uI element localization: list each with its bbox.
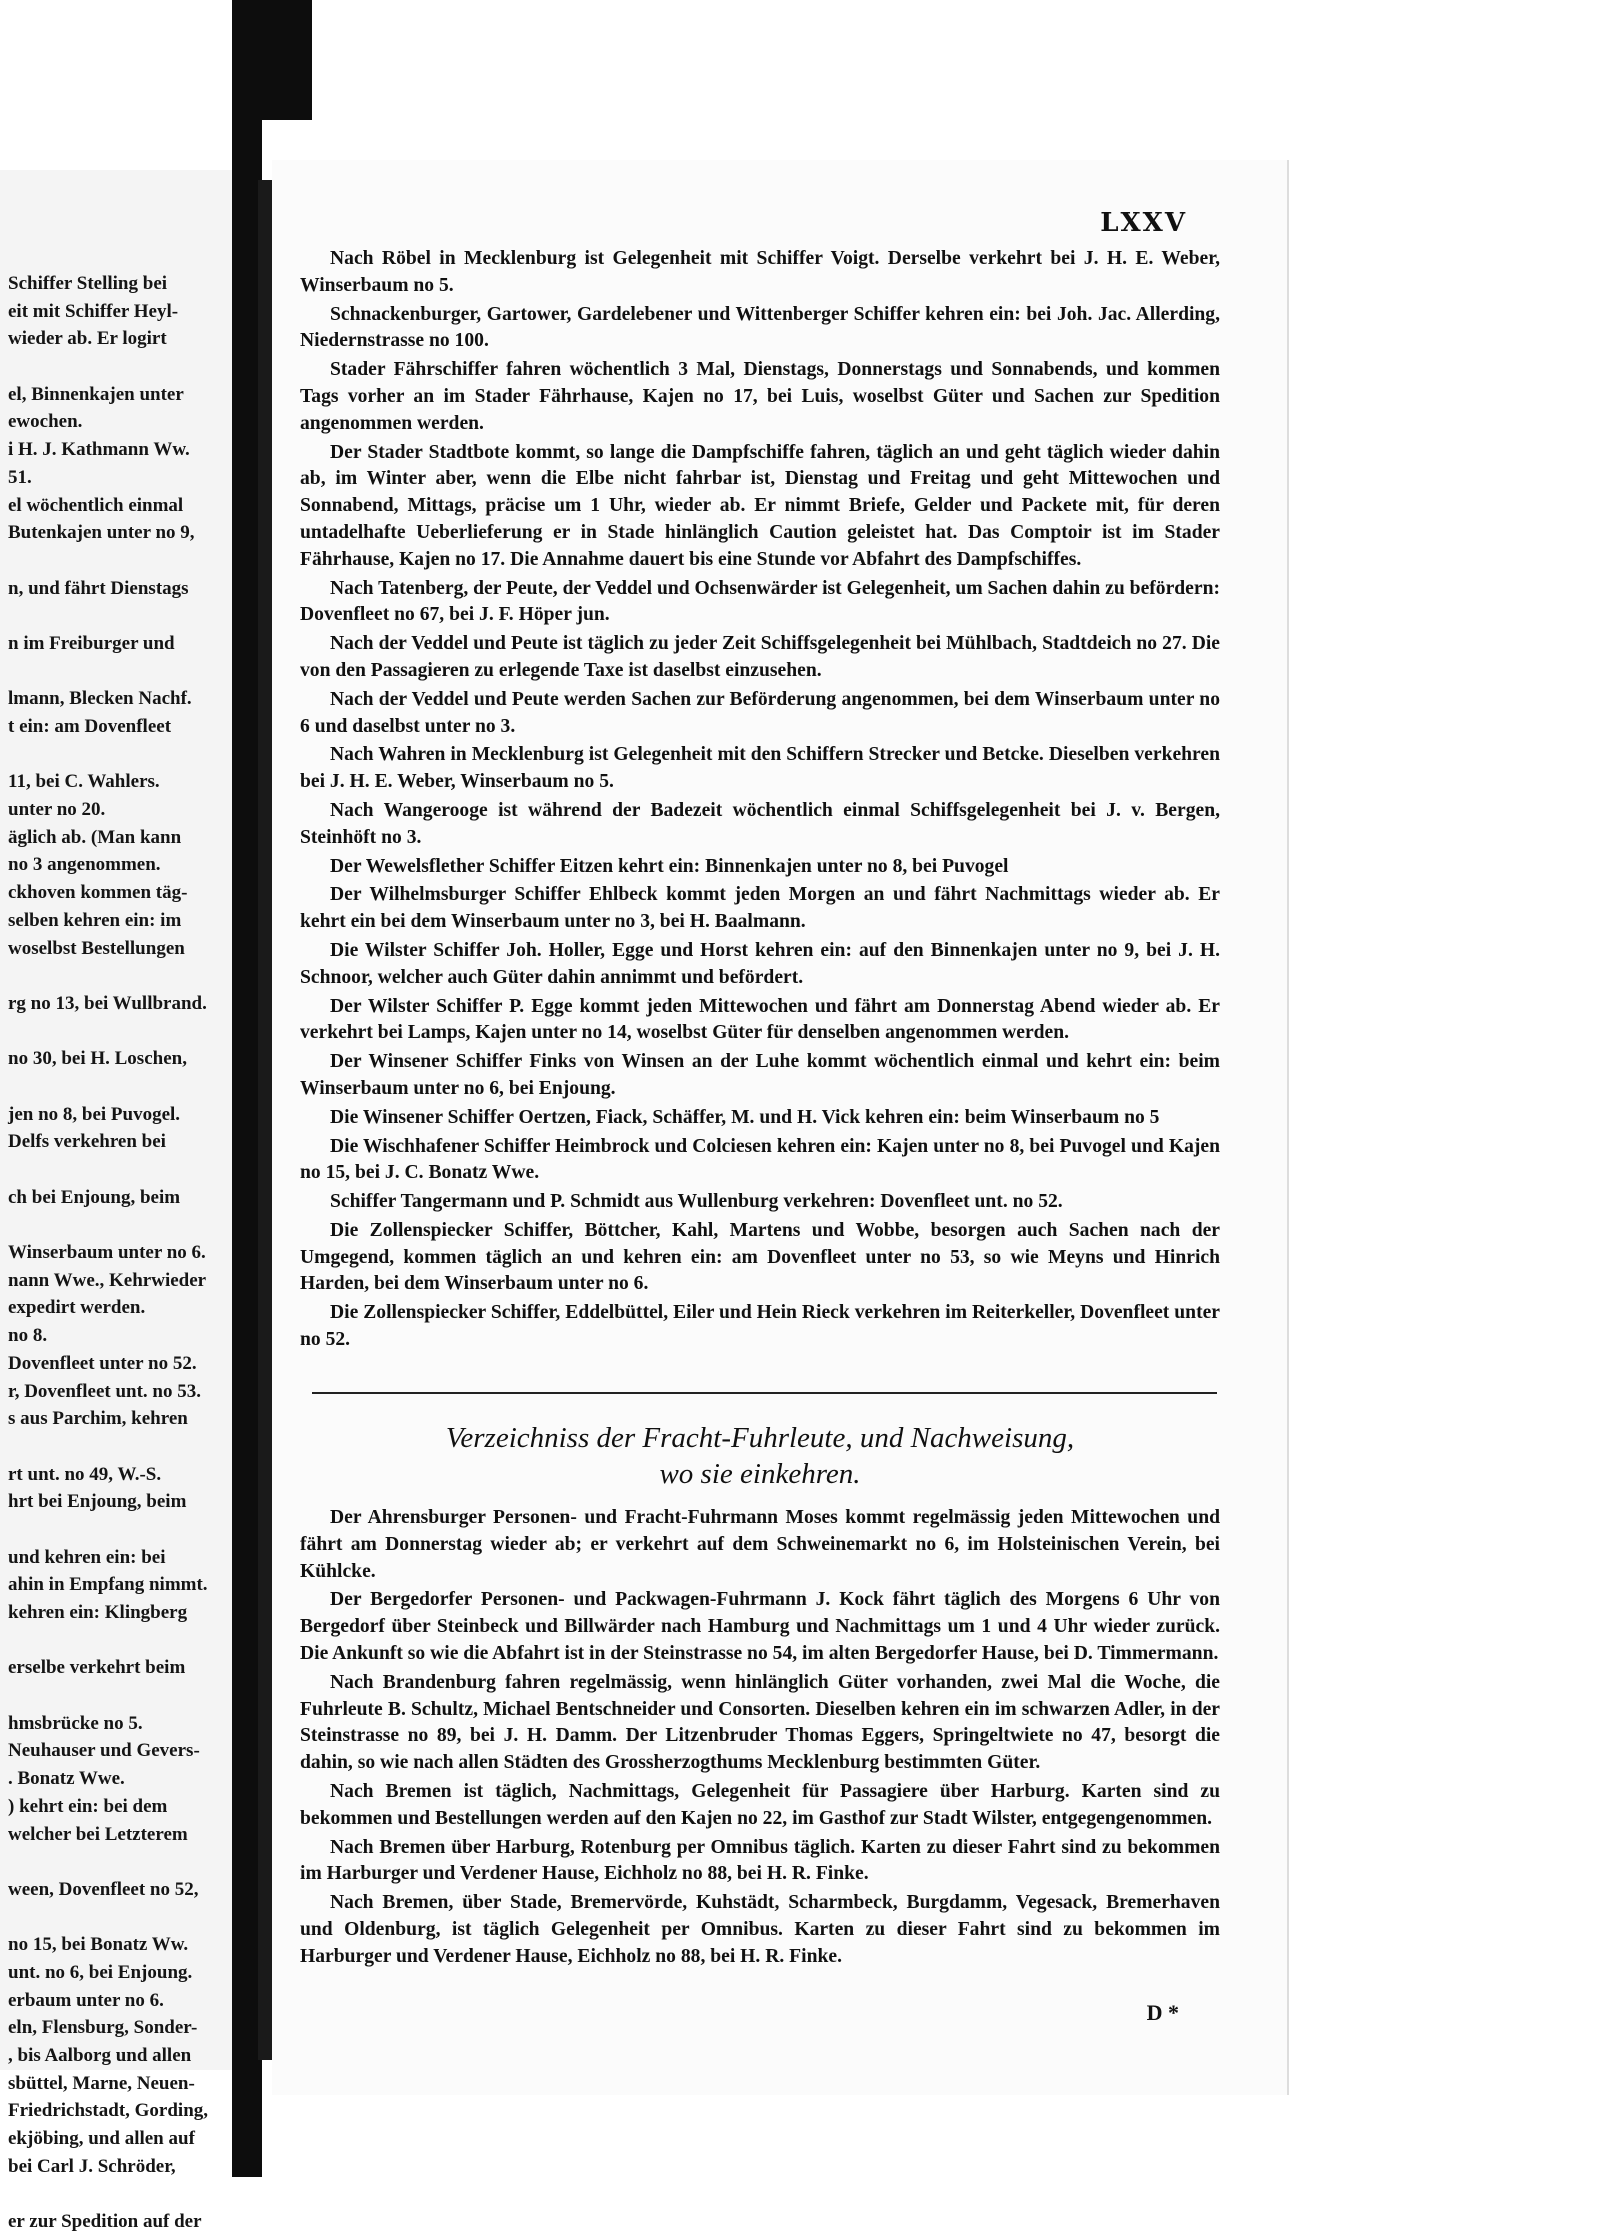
previous-page-line: Dovenfleet unter no 52. xyxy=(8,1352,197,1374)
previous-page-line: r, Dovenfleet unt. no 53. xyxy=(8,1380,201,1402)
directory-entry: Stader Fährschiffer fahren wöchentlich 3 Mal, Dienstags, Donnerstags und Sonnabends, und kommen Tags vorher an im Stader Fährhause, Kajen no 17, bei Luis, woselbst Güter und Sachen zur Spedition angenommen werden. xyxy=(300,359,1220,434)
previous-page-line xyxy=(8,1073,228,1101)
directory-entry: Nach der Veddel und Peute ist täglich zu jeder Zeit Schiffsgelegenheit bei Mühlbach, Stadtdeich no 27. Die von den Passagieren zu erlegende Taxe ist daselbst einzusehen. xyxy=(300,633,1220,681)
previous-page-line: unter no 20. xyxy=(8,799,106,821)
directory-entry: Der Wewelsflether Schiffer Eitzen kehrt ein: Binnenkajen unter no 8, bei Puvogel xyxy=(330,855,1009,877)
previous-page-line: 51. xyxy=(8,466,32,488)
previous-page-line: Friedrichstadt, Gording, xyxy=(8,2100,209,2122)
previous-page-line: Winserbaum unter no 6. xyxy=(8,1242,206,1264)
previous-page-line xyxy=(8,602,228,630)
previous-page-line: selben kehren ein: im xyxy=(8,909,182,931)
previous-page-line: ckhoven kommen täg- xyxy=(8,882,188,904)
carrier-entry: Nach Brandenburg fahren regelmässig, wenn hinlänglich Güter vorhanden, zwei Mal die Woche, die Fuhrleute B. Schultz, Michael Bentschneider und Consorten. Dieselben kehren ein im schwarzen Adler, in der Steinstrasse no 89, bei J. H. Damm. Der Litzenbruder Thomas Eggers, Springeltwiete no 47, besorgt die dahin, so wie nach allen Städten des Grossherzogthums Mecklenburg bestimmten Güter. xyxy=(300,1671,1220,1774)
directory-entry: Der Wilhelmsburger Schiffer Ehlbeck kommt jeden Morgen an und fährt Nachmittags wieder ab. Er kehrt ein bei dem Winserbaum unter no 3, bei H. Baalmann. xyxy=(300,884,1220,933)
directory-entry: Die Zollenspiecker Schiffer, Böttcher, Kahl, Martens und Wobbe, besorgen auch Sachen nach der Umgegend, kommen täglich an und kehren ein: am Dovenfleet unter no 53, so wie Meyns und Hinrich Harden, bei dem Winserbaum unter no 6. xyxy=(300,1219,1220,1295)
previous-page-line: no 8. xyxy=(8,1325,48,1347)
previous-page-line: lmann, Blecken Nachf. xyxy=(8,688,192,710)
previous-page-line xyxy=(8,2180,228,2208)
previous-page-line: expedirt werden. xyxy=(8,1297,146,1319)
document-page xyxy=(272,160,1287,2095)
directory-entry: Nach Wahren in Mecklenburg ist Gelegenheit mit den Schiffern Strecker und Betcke. Dieselben verkehren bei J. H. E. Weber, Winserbaum no 5. xyxy=(300,744,1220,793)
section-heading xyxy=(300,1420,1220,1492)
previous-page-line: s aus Parchim, kehren xyxy=(8,1408,188,1430)
previous-page-line: ekjöbing, und allen auf xyxy=(8,2128,195,2150)
shipping-directory-list xyxy=(300,246,1220,1356)
directory-entry: Nach Tatenberg, der Peute, der Veddel und Ochsenwärder ist Gelegenheit, um Sachen dahin zu befördern: Dovenfleet no 67, bei J. F. Höper jun. xyxy=(300,577,1220,626)
directory-entry: Die Zollenspiecker Schiffer, Eddelbüttel, Eiler und Hein Rieck verkehren im Reiterkeller, Dovenfleet unter no 52. xyxy=(300,1302,1220,1351)
previous-page-line: ahin in Empfang nimmt. xyxy=(8,1574,208,1596)
previous-page-line xyxy=(8,1904,228,1932)
previous-page-line: erselbe verkehrt beim xyxy=(8,1657,186,1679)
directory-entry: Die Winsener Schiffer Oertzen, Fiack, Schäffer, M. und H. Vick kehren ein: beim Winserbaum no 5 xyxy=(330,1106,1160,1128)
previous-page-line: Delfs verkehren bei xyxy=(8,1131,166,1153)
carrier-entry: Nach Bremen, über Stade, Bremervörde, Kuhstädt, Scharmbeck, Burgdamm, Vegesack, Bremerhaven und Oldenburg, ist täglich Gelegenheit per Omnibus. Karten zu dieser Fahrt sind zu bekommen im Harburger und Verdener Hause, Eichholz no 88, bei H. R. Finke. xyxy=(300,1892,1220,1967)
previous-page-line: no 3 angenommen. xyxy=(8,854,161,876)
previous-page-fragment xyxy=(0,170,232,2233)
previous-page-line: , bis Aalborg und allen xyxy=(8,2045,192,2066)
previous-page-line: n im Freiburger und xyxy=(8,632,175,654)
previous-page-line: no 15, bei Bonatz Ww. xyxy=(8,1934,189,1956)
previous-page-line: jen no 8, bei Puvogel. xyxy=(8,1103,181,1125)
previous-page-line: . Bonatz Wwe. xyxy=(8,1768,125,1790)
previous-page-line: wieder ab. Er logirt xyxy=(8,328,167,350)
directory-entry: Schiffer Tangermann und P. Schmidt aus Wullenburg verkehren: Dovenfleet unt. no 52. xyxy=(330,1191,1063,1213)
directory-entry: Nach der Veddel und Peute werden Sachen zur Beförderung angenommen, bei dem Winserbaum unter no 6 und daselbst unter no 3. xyxy=(300,688,1220,737)
previous-page-line: ch bei Enjoung, beim xyxy=(8,1186,181,1208)
previous-page-line: Neuhauser und Gevers- xyxy=(8,1740,200,1762)
previous-page-line: woselbst Bestellungen xyxy=(8,937,185,959)
previous-page-line: und kehren ein: bei xyxy=(8,1546,166,1568)
previous-page-line: no 30, bei H. Loschen, xyxy=(8,1048,187,1070)
directory-entry: Die Wilster Schiffer Joh. Holler, Egge und Horst kehren ein: auf den Binnenkajen unter no 9, bei J. H. Schnoor, welcher auch Güter dahin annimmt und befördert. xyxy=(300,939,1220,988)
previous-page-line: el wöchentlich einmal xyxy=(8,494,184,516)
previous-page-line: el, Binnenkajen unter xyxy=(8,383,184,405)
previous-page-line xyxy=(8,1516,228,1544)
page-number: LXXV xyxy=(1100,208,1187,238)
previous-page-lines xyxy=(8,270,228,2236)
previous-page-line: unt. no 6, bei Enjoung. xyxy=(8,1961,193,1983)
directory-entry: Nach Röbel in Mecklenburg ist Gelegenheit mit Schiffer Voigt. Derselbe verkehrt bei J. H. E. Weber, Winserbaum no 5. xyxy=(300,248,1220,296)
section-divider xyxy=(312,1392,1217,1394)
section-heading-line-1: Verzeichniss der Fracht-Fuhrleute, und Nachweisung, xyxy=(445,1422,1075,1454)
previous-page-line: sbüttel, Marne, Neuen- xyxy=(8,2072,195,2094)
previous-page-line xyxy=(8,1848,228,1876)
previous-page-line: Schiffer Stelling bei xyxy=(8,273,168,294)
directory-entry: Nach Wangerooge ist während der Badezeit wöchentlich einmal Schiffsgelegenheit bei J. v. Bergen, Steinhöft no 3. xyxy=(300,799,1220,848)
previous-page-line: n, und fährt Dienstags xyxy=(8,577,189,599)
book-binding xyxy=(258,180,272,2060)
carrier-directory-list xyxy=(300,1505,1220,1973)
previous-page-line: ween, Dovenfleet no 52, xyxy=(8,1878,199,1900)
previous-page-line: eit mit Schiffer Heyl- xyxy=(8,300,179,322)
previous-page-line xyxy=(8,1211,228,1239)
previous-page-line xyxy=(8,1018,228,1046)
previous-page-line xyxy=(8,658,228,686)
previous-page-line: äglich ab. (Man kann xyxy=(8,826,182,848)
previous-page-line xyxy=(8,353,228,381)
carrier-entry: Nach Bremen ist täglich, Nachmittags, Gelegenheit für Passagiere über Harburg. Karten sind zu bekommen und Bestellungen werden auf den Kajen no 22, im Gasthof zur Stadt Wilster, entgegengenommen. xyxy=(300,1780,1220,1829)
previous-page-line: erbaum unter no 6. xyxy=(8,1989,164,2011)
previous-page-line: kehren ein: Klingberg xyxy=(8,1602,188,1623)
previous-page-line: welcher bei Letzterem xyxy=(8,1823,188,1845)
previous-page-line: er zur Spedition auf der xyxy=(8,2211,202,2233)
previous-page-line: eln, Flensburg, Sonder- xyxy=(8,2017,198,2039)
previous-page-line: hrt bei Enjoung, beim xyxy=(8,1491,187,1513)
previous-page-line xyxy=(8,1682,228,1710)
directory-entry: Schnackenburger, Gartower, Gardelebener und Wittenberger Schiffer kehren ein: bei Joh. Jac. Allerding, Niedernstrasse no 100. xyxy=(300,303,1220,352)
previous-page-line: rt unt. no 49, W.-S. xyxy=(8,1463,162,1485)
previous-page-line: i H. J. Kathmann Ww. xyxy=(8,439,190,461)
previous-page-line: t ein: am Dovenfleet xyxy=(8,716,172,737)
previous-page-line xyxy=(8,1156,228,1184)
previous-page-line xyxy=(8,547,228,575)
previous-page-line: ewochen. xyxy=(8,411,83,433)
previous-page-line: 11, bei C. Wahlers. xyxy=(8,771,160,793)
carrier-entry: Nach Bremen über Harburg, Rotenburg per Omnibus täglich. Karten zu dieser Fahrt sind zu bekommen im Harburger und Verdener Hause, Eichholz no 88, bei H. R. Finke. xyxy=(300,1836,1220,1885)
previous-page-line: ) kehrt ein: bei dem xyxy=(8,1795,168,1817)
carrier-entry: Der Ahrensburger Personen- und Fracht-Fuhrmann Moses kommt regelmässig jeden Mittewochen und fährt am Donnerstag wieder ab; er verkehrt auf dem Schweinemarkt no 6, im Holsteinischen Verein, bei Kühlcke. xyxy=(300,1507,1220,1582)
previous-page-line: nann Wwe., Kehrwieder xyxy=(8,1269,207,1291)
directory-entry: Der Winsener Schiffer Finks von Winsen an der Luhe kommt wöchentlich einmal und kehrt ein: beim Winserbaum unter no 6, bei Enjoung. xyxy=(300,1051,1220,1099)
directory-entry: Der Wilster Schiffer P. Egge kommt jeden Mittewochen und fährt am Donnerstag Abend wieder ab. Er verkehrt bei Lamps, Kajen unter no 14, woselbst Güter für denselben angenommen werden. xyxy=(300,995,1220,1044)
section-heading-line-2: wo sie einkehren. xyxy=(659,1458,861,1490)
previous-page-line xyxy=(8,1627,228,1655)
printer-signature-mark: D * xyxy=(1146,2000,1179,2025)
carrier-entry: Der Bergedorfer Personen- und Packwagen-Fuhrmann J. Kock fährt täglich des Morgens 6 Uhr von Bergedorf über Steinbeck und Billwärder nach Hamburg und Nachmittags um 1 und 4 Uhr wieder zurück. Die Ankunft so wie die Abfahrt ist in der Steinstrasse no 54, im alten Bergedorfer Hause, bei D. Timmermann. xyxy=(300,1589,1220,1664)
previous-page-line: bei Carl J. Schröder, xyxy=(8,2155,176,2177)
previous-page-line: rg no 13, bei Wullbrand. xyxy=(8,992,207,1014)
previous-page-line xyxy=(8,962,228,990)
previous-page-line xyxy=(8,741,228,769)
previous-page-line xyxy=(8,1433,228,1461)
previous-page-line: Butenkajen unter no 9, xyxy=(8,522,195,544)
directory-entry: Der Stader Stadtbote kommt, so lange die Dampfschiffe fahren, täglich an und geht täglich wieder dahin ab, im Winter aber, wenn die Elbe nicht fahrbar ist, Dienstag und Freitag und geht Mittewochen und Sonnabend, Mittags, präcise um 1 Uhr, wieder ab. Er nimmt Briefe, Gelder und Packete mit, für deren untadelhafte Ueberlieferung er in Stade hinlänglich Caution geleistet hat. Das Comptoir ist im Stader Fährhause, Kajen no 17. Die Annahme dauert bis eine Stunde vor Abfahrt des Dampfschiffes. xyxy=(300,441,1220,570)
directory-entry: Die Wischhafener Schiffer Heimbrock und Colciesen kehren ein: Kajen unter no 8, bei Puvogel und Kajen no 15, bei J. C. Bonatz Wwe. xyxy=(300,1135,1220,1184)
previous-page-line: hmsbrücke no 5. xyxy=(8,1712,143,1734)
